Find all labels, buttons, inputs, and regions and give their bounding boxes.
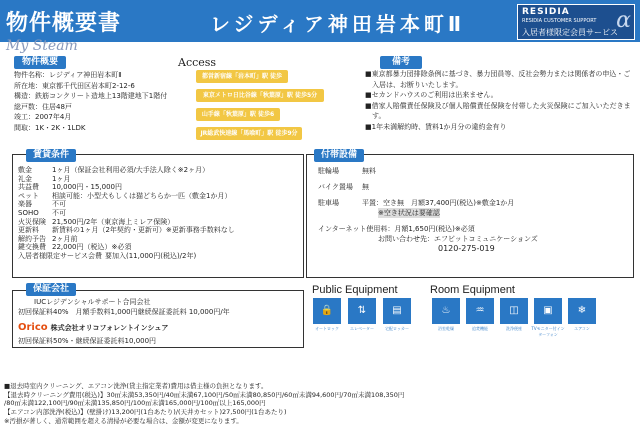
condition-value: 2ヶ月前 [52, 234, 78, 243]
conditions-table [18, 166, 235, 261]
condition-value: 21,500円/2年（東京海上ミレア保険） [52, 217, 175, 226]
orico-company-name: 株式会社オリコフォレントインシュア [50, 324, 169, 332]
delivery-locker-icon: ▤ [383, 298, 411, 324]
contact-phone: 0120-275-019 [438, 244, 495, 253]
condition-key: 敷金 [18, 166, 32, 174]
logo-subtitle: RESIDIA CUSTOMER SUPPORT [522, 18, 597, 24]
memo-line: ■1年未満解約時、賃料1か月分の違約金有り [365, 122, 507, 131]
residia-logo [517, 4, 635, 40]
overview-line: 所在地：東京都千代田区岩本町2-12-6 [14, 81, 135, 90]
condition-key: SOHO [18, 208, 39, 217]
access-item: 山手線「秋葉原」駅 徒歩6 [196, 108, 280, 121]
condition-key: 楽器 [18, 200, 32, 209]
facilities-heading: 付帯設備 [314, 149, 364, 162]
orico-detail: 初回保証料50%・継続保証委託料10,000円 [18, 337, 157, 345]
memo-line: ■東京都暴力団排除条例に基づき、暴力団員等、反社会勢力または関係者の申込・ご入居は、お断りいたします。 [365, 70, 631, 89]
condition-key: 礼金 [18, 174, 32, 183]
condition-key: 鍵交換費 [18, 243, 46, 252]
facility-value: 無 [362, 183, 369, 191]
memo-line: ■借家人賠償責任保険及び個人賠償責任保険を付帯した火災保険にご加入いただきます。 [365, 101, 631, 120]
access-item: 東京メトロ日比谷線「秋葉原」駅 徒歩5分 [196, 89, 324, 102]
facility-key: 駐輪場 [318, 167, 339, 175]
property-title: レジディア神田岩本町Ⅱ [210, 12, 466, 36]
memo-line: ■セカンドハウスのご利用は出来ません。 [365, 91, 498, 99]
document-type-title: 物件概要書 [6, 11, 122, 36]
guarantee-company: IUCレジデンシャルサポート合同会社 [34, 298, 151, 306]
note-line: ※汚損が著しく、通常範囲を超える清掃が必要な場合は、金額が変更になります。 [4, 416, 243, 425]
autolock-icon: 🔒 [313, 298, 341, 324]
condition-row [18, 243, 235, 252]
note-line: /80㎡未満122,100円/90㎡未満135,850円/100㎡未満165,000円/100㎡以上165,000円 [4, 399, 266, 408]
overview-line: 総戸数：住居48戸 [14, 102, 72, 111]
guarantee-company-detail: 初回保証料40% 月額手数料1,000円継続保証委託料 10,000円/年 [18, 308, 230, 316]
condition-row [18, 252, 235, 261]
condition-value: 1ヶ月（保証会社利用必須/大手法人除く※2ヶ月） [52, 166, 210, 174]
condition-value: 要加入(11,000円(税込)/2年) [105, 251, 197, 260]
header-bar [0, 0, 640, 42]
condition-row [18, 192, 235, 201]
overview-line: 間取：1K・2K・1LDK [14, 123, 86, 132]
equipment-label: 宅配ロッカー [385, 326, 409, 331]
condition-row [18, 226, 235, 235]
condition-key: 解約予告 [18, 234, 46, 243]
washlet-icon: ◫ [500, 298, 528, 324]
condition-value: 22,000円（税込）※必須 [52, 243, 132, 252]
internet-fee: インターネット使用料：月額1,650円(税込)※必須 [318, 225, 475, 233]
equipment-label: エレベーター [350, 326, 374, 331]
condition-key: ペット [18, 191, 39, 200]
note-line: ■退去時室内クリーニング、エアコン洗浄(貸主指定業者)費用は借主様の負担となります。 [4, 382, 268, 390]
logo-brand: RESIDIA [522, 7, 570, 17]
equipment-label: エアコン [574, 326, 590, 331]
equipment-label: TVモニター付インターフォン [531, 326, 565, 337]
condition-row [18, 166, 235, 175]
access-heading: Access [178, 56, 217, 69]
facility-value: ※空き状況は要確認 [378, 209, 440, 217]
condition-row [18, 209, 235, 218]
elevator-icon: ⇅ [348, 298, 376, 324]
script-signature: My Steam [6, 38, 78, 54]
overview-heading: 物件概要 [14, 56, 66, 69]
tv-intercom-icon: ▣ [534, 298, 562, 324]
overview-line: 竣工：2007年4月 [14, 113, 72, 121]
reheating-bath-icon: ♒ [466, 298, 494, 324]
condition-value: 相談可能：小型犬もしくは猫どちらか一匹（敷金1か月） [52, 191, 232, 200]
guarantee-details [18, 297, 230, 317]
overview-list [14, 70, 167, 133]
facility-value: 無料 [362, 167, 376, 175]
condition-row [18, 218, 235, 227]
equipment-label: 洗浄便座 [506, 326, 522, 331]
facility-value: 平置：空き無 月額37,400円(税込)※敷金1か月 [362, 199, 515, 207]
equipment-label: 追焚機能 [472, 326, 488, 331]
condition-key: 火災保険 [18, 217, 46, 226]
facility-row [318, 208, 538, 218]
overview-line: 物件名称：レジディア神田岩本町Ⅱ [14, 71, 122, 79]
facility-row [318, 182, 538, 192]
condition-row [18, 183, 235, 192]
access-item: 都営新宿線「岩本町」駅 徒歩 [196, 70, 288, 83]
condition-value: 不可 [52, 200, 66, 209]
facility-key: バイク置場 [318, 183, 353, 191]
room-equipment-heading: Room Equipment [430, 284, 515, 296]
air-conditioner-icon: ❄ [568, 298, 596, 324]
bathroom-dryer-icon: ♨ [432, 298, 460, 324]
facility-key [318, 208, 378, 218]
facility-key: 駐車場 [318, 199, 339, 207]
condition-key: 入居者様限定サービス会費 [18, 251, 102, 260]
condition-row [18, 175, 235, 184]
note-line: 【エアコン内部洗浄(税込)】(壁掛け)13,200円(1台あたり)/(天井カセット)27,500円(1台あたり) [4, 408, 287, 417]
conditions-heading: 賃貸条件 [26, 149, 76, 162]
condition-value: 1ヶ月 [52, 174, 71, 183]
equipment-label: 浴室乾燥 [438, 326, 454, 331]
facilities-table [318, 166, 538, 254]
overview-line: 構造：鉄筋コンクリート造地上13階建地下1階付 [14, 92, 168, 100]
note-line: 【退去時クリーニング費用(税込)】30㎡未満53,350円/40㎡未満67,100円/50㎡未満80,850円/60㎡未満94,600円/70㎡未満108,350円 [4, 390, 405, 399]
public-equipment-heading: Public Equipment [312, 284, 398, 296]
contact-label: お問い合わせ先：エフビットコミュニケーションズ [378, 235, 538, 243]
memo-heading: 備考 [380, 56, 422, 69]
facility-row [318, 198, 538, 208]
facility-row [318, 166, 538, 176]
condition-key: 共益費 [18, 183, 39, 192]
guarantee-heading: 保証会社 [26, 283, 76, 296]
access-item: JR総武快速線「馬喰町」駅 徒歩9分 [196, 127, 302, 140]
memo-list [365, 69, 633, 132]
condition-value: 不可 [52, 208, 66, 217]
equipment-label: オートロック [315, 326, 339, 331]
condition-value: 10,000円・15,000円 [52, 183, 122, 192]
condition-row [18, 200, 235, 209]
orico-logo: Orico 株式会社オリコフォレントインシュア [18, 322, 169, 333]
alpha-logo-icon: α [616, 8, 631, 33]
footer-notes [4, 382, 638, 426]
condition-key: 更新料 [18, 226, 39, 235]
condition-value: 新賃料の1ヶ月（2年契約・更新可）※更新事務手数料なし [52, 226, 235, 235]
logo-service: 入居者様限定会員サービス [522, 28, 618, 37]
